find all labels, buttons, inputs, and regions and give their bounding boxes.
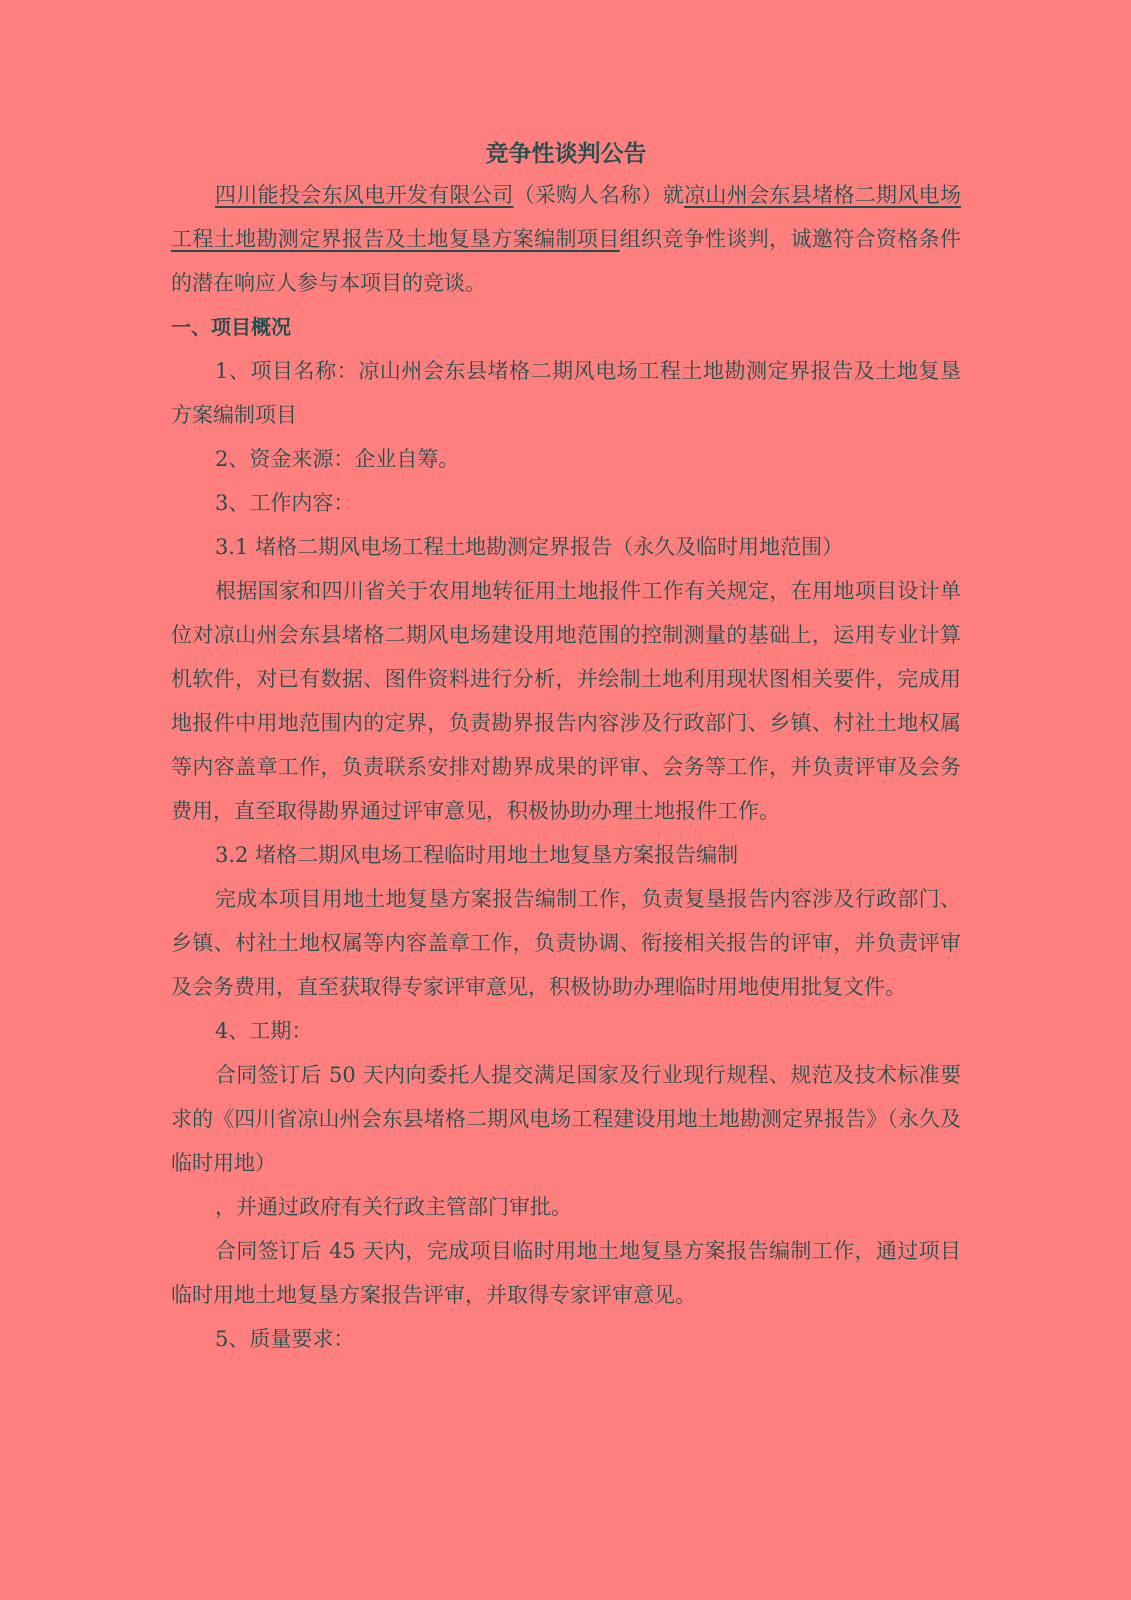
purchaser-note: （采购人名称）就 xyxy=(513,183,685,207)
item-funding-source: 2、资金来源：企业自筹。 xyxy=(215,447,460,471)
document-page xyxy=(171,135,961,1361)
document-title: 竞争性谈判公告 xyxy=(485,141,647,167)
item-period-title: 4、工期： xyxy=(215,1019,313,1043)
sub-item-3-1-body: 根据国家和四川省关于农用地转征用土地报件工作有关规定，在用地项目设计单位对凉山州会东县堵格二期风电场建设用地范围的控制测量的基础上，运用专业计算机软件，对已有数据、图件资料进行分析，并绘制土地利用现状图相关要件，完成用地报件中用地范围内的定界，负责勘界报告内容涉及行政部门、乡镇、村社土地权属等内容盖章工作，负责联系安排对勘界成果的评审、会务等工作，并负责评审及会务费用，直至取得勘界通过评审意见，积极协助办理土地报件工作。 xyxy=(171,579,961,823)
item-work-content: 3、工作内容： xyxy=(215,491,355,515)
item-quality-title: 5、质量要求： xyxy=(215,1327,355,1351)
purchaser-name: 四川能投会东风电开发有限公司 xyxy=(215,183,514,207)
sub-item-3-1-title: 3.1 堵格二期风电场工程土地勘测定界报告（永久及临时用地范围） xyxy=(215,535,844,559)
sub-item-3-2-title: 3.2 堵格二期风电场工程临时用地土地复垦方案报告编制 xyxy=(215,843,739,867)
sub-item-3-2-body: 完成本项目用地土地复垦方案报告编制工作，负责复垦报告内容涉及行政部门、乡镇、村社土地权属等内容盖章工作，负责协调、衔接相关报告的评审，并负责评审及会务费用，直至获取得专家评审意见，积极协助办理临时用地使用批复文件。 xyxy=(171,887,961,999)
intro-paragraph xyxy=(171,173,961,305)
section-heading-overview: 一、项目概况 xyxy=(171,315,291,339)
project-name-underlined: 凉山州会东县堵格二期风电场工程土地勘测定界报告及土地复垦方案编制项目 xyxy=(171,183,962,251)
period-paragraph-1b: ，并通过政府有关行政主管部门审批。 xyxy=(215,1195,572,1219)
intro-rest: 组织竞争性谈判，诚邀符合资格条件的潜在响应人参与本项目的竞谈。 xyxy=(171,227,962,295)
item-project-name: 1、项目名称：凉山州会东县堵格二期风电场工程土地勘测定界报告及土地复垦方案编制项目 xyxy=(171,359,961,427)
period-paragraph-1: 合同签订后 50 天内向委托人提交满足国家及行业现行规程、规范及技术标准要求的《四川省凉山州会东县堵格二期风电场工程建设用地土地勘测定界报告》（永久及临时用地） xyxy=(171,1063,961,1175)
period-paragraph-2: 合同签订后 45 天内，完成项目临时用地土地复垦方案报告编制工作，通过项目临时用地土地复垦方案报告评审，并取得专家评审意见。 xyxy=(171,1239,961,1307)
